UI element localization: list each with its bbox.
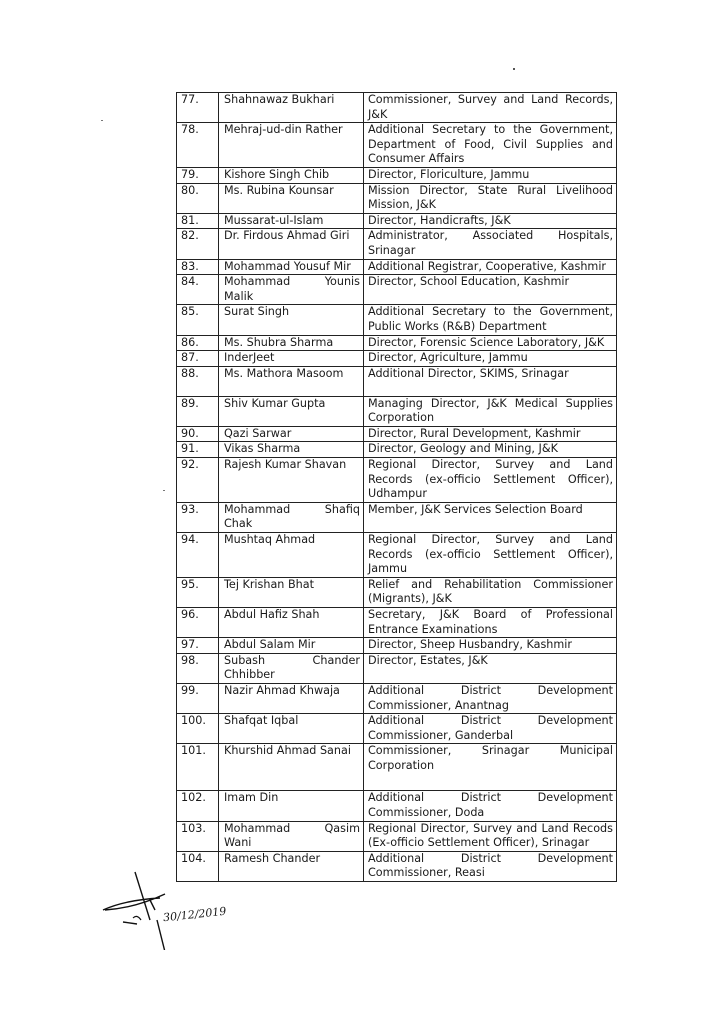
serial-number-cell: 97. <box>177 638 219 654</box>
designation-cell: Additional District Development Commissioner, Ganderbal <box>364 714 617 744</box>
designation-cell: Director, Geology and Mining, J&K <box>364 442 617 458</box>
designation-cell: Managing Director, J&K Medical Supplies Corporation <box>364 396 617 426</box>
serial-number-cell: 104. <box>177 851 219 881</box>
officer-name-cell: Mohammad Younis Malik <box>219 275 364 305</box>
serial-number-cell: 79. <box>177 167 219 183</box>
table-row <box>177 123 617 168</box>
designation-cell: Director, Agriculture, Jammu <box>364 351 617 367</box>
designation-cell: Additional Secretary to the Government, Public Works (R&B) Department <box>364 305 617 335</box>
serial-number-cell: 83. <box>177 259 219 275</box>
table-row <box>177 458 617 503</box>
officer-name-cell: Mohammad Yousuf Mir <box>219 259 364 275</box>
serial-number-cell: 91. <box>177 442 219 458</box>
table-row <box>177 442 617 458</box>
officer-name-cell: Rajesh Kumar Shavan <box>219 458 364 503</box>
designation-cell: Secretary, J&K Board of Professional Entrance Examinations <box>364 608 617 638</box>
designation-cell: Director, Handicrafts, J&K <box>364 213 617 229</box>
serial-number-cell: 95. <box>177 577 219 607</box>
officer-name-cell: Ms. Mathora Masoom <box>219 366 364 396</box>
serial-number-cell: 84. <box>177 275 219 305</box>
serial-number-cell: 81. <box>177 213 219 229</box>
officer-name-cell: Ms. Shubra Sharma <box>219 335 364 351</box>
officer-name-cell: Mohammad Shafiq Chak <box>219 502 364 532</box>
serial-number-cell: 80. <box>177 183 219 213</box>
designation-cell: Regional Director, Survey and Land Records (ex-officio Settlement Officer), Jammu <box>364 533 617 578</box>
serial-number-cell: 94. <box>177 533 219 578</box>
serial-number-cell: 103. <box>177 821 219 851</box>
serial-number-cell: 100. <box>177 714 219 744</box>
officer-name-cell: Mohammad Qasim Wani <box>219 821 364 851</box>
officer-name-cell: Abdul Salam Mir <box>219 638 364 654</box>
officers-table-body <box>177 93 617 882</box>
designation-cell: Mission Director, State Rural Livelihood Mission, J&K <box>364 183 617 213</box>
signature-date: 30/12/2019 <box>162 904 227 925</box>
officer-name-cell: Nazir Ahmad Khwaja <box>219 683 364 713</box>
designation-cell: Additional District Development Commissioner, Reasi <box>364 851 617 881</box>
officer-name-cell: Ramesh Chander <box>219 851 364 881</box>
officer-name-cell: Mushtaq Ahmad <box>219 533 364 578</box>
designation-cell: Relief and Rehabilitation Commissioner (Migrants), J&K <box>364 577 617 607</box>
officer-name-cell: Shafqat Iqbal <box>219 714 364 744</box>
table-row <box>177 653 617 683</box>
designation-cell: Commissioner, Survey and Land Records, J&K <box>364 93 617 123</box>
serial-number-cell: 98. <box>177 653 219 683</box>
table-row <box>177 93 617 123</box>
table-row <box>177 577 617 607</box>
designation-cell: Director, Floriculture, Jammu <box>364 167 617 183</box>
officer-name-cell: Dr. Firdous Ahmad Giri <box>219 229 364 259</box>
table-row <box>177 683 617 713</box>
serial-number-cell: 89. <box>177 396 219 426</box>
serial-number-cell: 90. <box>177 426 219 442</box>
designation-cell: Additional District Development Commissioner, Doda <box>364 791 617 821</box>
scan-speck <box>101 120 103 121</box>
serial-number-cell: 102. <box>177 791 219 821</box>
serial-number-cell: 93. <box>177 502 219 532</box>
table-row <box>177 213 617 229</box>
officer-name-cell: Shahnawaz Bukhari <box>219 93 364 123</box>
officer-name-cell: InderJeet <box>219 351 364 367</box>
table-row <box>177 533 617 578</box>
officer-name-cell: Shiv Kumar Gupta <box>219 396 364 426</box>
table-row <box>177 714 617 744</box>
officer-name-cell: Subash Chander Chhibber <box>219 653 364 683</box>
serial-number-cell: 85. <box>177 305 219 335</box>
table-row <box>177 229 617 259</box>
designation-cell: Director, Sheep Husbandry, Kashmir <box>364 638 617 654</box>
designation-cell: Member, J&K Services Selection Board <box>364 502 617 532</box>
table-row <box>177 821 617 851</box>
designation-cell: Regional Director, Survey and Land Recods (Ex-officio Settlement Officer), Srinagar <box>364 821 617 851</box>
table-row <box>177 366 617 396</box>
officer-name-cell: Vikas Sharma <box>219 442 364 458</box>
designation-cell: Additional Registrar, Cooperative, Kashmir <box>364 259 617 275</box>
serial-number-cell: 86. <box>177 335 219 351</box>
serial-number-cell: 96. <box>177 608 219 638</box>
scan-speck <box>513 68 515 70</box>
serial-number-cell: 99. <box>177 683 219 713</box>
officer-name-cell: Surat Singh <box>219 305 364 335</box>
table-row <box>177 791 617 821</box>
serial-number-cell: 77. <box>177 93 219 123</box>
designation-cell: Administrator, Associated Hospitals, Srinagar <box>364 229 617 259</box>
handwritten-signature <box>95 870 275 950</box>
table-row <box>177 167 617 183</box>
table-row <box>177 183 617 213</box>
designation-cell: Director, Estates, J&K <box>364 653 617 683</box>
officer-name-cell: Abdul Hafiz Shah <box>219 608 364 638</box>
designation-cell: Additional Director, SKIMS, Srinagar <box>364 366 617 396</box>
designation-cell: Director, Rural Development, Kashmir <box>364 426 617 442</box>
officer-name-cell: Qazi Sarwar <box>219 426 364 442</box>
table-row <box>177 426 617 442</box>
table-row <box>177 259 617 275</box>
table-row <box>177 396 617 426</box>
officer-name-cell: Ms. Rubina Kounsar <box>219 183 364 213</box>
table-row <box>177 275 617 305</box>
table-row <box>177 335 617 351</box>
table-row <box>177 608 617 638</box>
serial-number-cell: 101. <box>177 744 219 791</box>
officer-name-cell: Kishore Singh Chib <box>219 167 364 183</box>
officer-name-cell: Mussarat-ul-Islam <box>219 213 364 229</box>
table-row <box>177 502 617 532</box>
officers-table <box>176 92 617 882</box>
officer-name-cell: Khurshid Ahmad Sanai <box>219 744 364 791</box>
designation-cell: Additional Secretary to the Government, Department of Food, Civil Supplies and Consumer Affairs <box>364 123 617 168</box>
table-row <box>177 638 617 654</box>
serial-number-cell: 78. <box>177 123 219 168</box>
designation-cell: Regional Director, Survey and Land Records (ex-officio Settlement Officer), Udhampur <box>364 458 617 503</box>
officer-name-cell: Tej Krishan Bhat <box>219 577 364 607</box>
table-row <box>177 744 617 791</box>
officer-name-cell: Imam Din <box>219 791 364 821</box>
table-row <box>177 351 617 367</box>
designation-cell: Director, Forensic Science Laboratory, J&K <box>364 335 617 351</box>
designation-cell: Additional District Development Commissioner, Anantnag <box>364 683 617 713</box>
officer-name-cell: Mehraj-ud-din Rather <box>219 123 364 168</box>
designation-cell: Director, School Education, Kashmir <box>364 275 617 305</box>
table-row <box>177 305 617 335</box>
designation-cell: Commissioner, Srinagar Municipal Corporation <box>364 744 617 791</box>
serial-number-cell: 87. <box>177 351 219 367</box>
serial-number-cell: 82. <box>177 229 219 259</box>
serial-number-cell: 92. <box>177 458 219 503</box>
scan-speck <box>163 490 165 491</box>
serial-number-cell: 88. <box>177 366 219 396</box>
